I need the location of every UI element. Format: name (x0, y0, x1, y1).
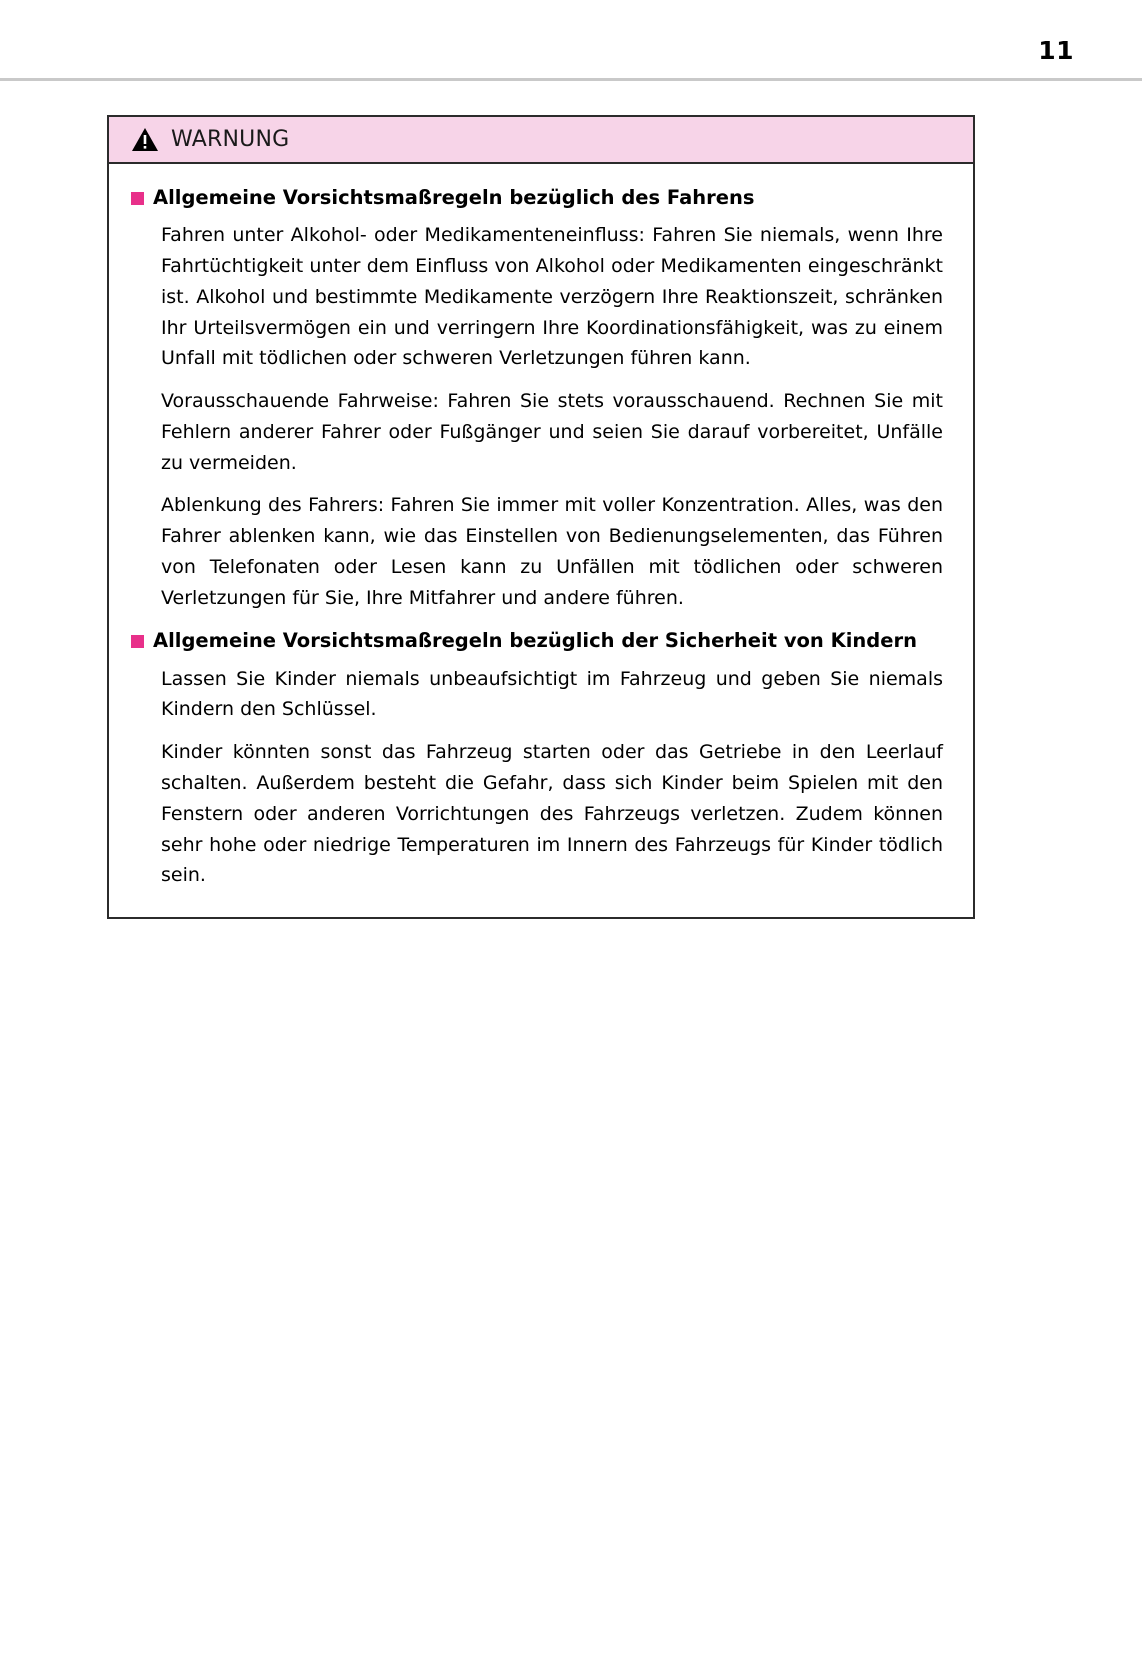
paragraph: Ablenkung des Fahrers: Fahren Sie immer mit voller Konzentration. Alles, was den Fahrer ablenken kann, wie das Einstellen von Bedienungselementen, das Führen von Telefonaten oder Lesen kann zu Unfällen mit tödlichen oder schweren Verletzungen für Sie, Ihre Mitfahrer und andere führen. (161, 494, 943, 609)
header-divider (0, 78, 1142, 81)
warning-title-bar (109, 117, 973, 164)
section-heading-driving (131, 184, 947, 212)
paragraph: Kinder könnten sonst das Fahrzeug starten oder das Getriebe in den Leerlauf schalten. Außerdem besteht die Gefahr, dass sich Kinder beim Spielen mit den Fenstern oder anderen Vorrichtungen des Fahrzeugs verletzen. Zudem können sehr hohe oder niedrige Temperaturen im Innern des Fahrzeugs für Kinder tödlich sein. (161, 741, 943, 887)
warning-callout-box (107, 115, 975, 919)
square-bullet-icon (131, 635, 144, 648)
page-number: 11 (1038, 36, 1074, 65)
warning-triangle-icon (131, 127, 159, 152)
paragraph: Fahren unter Alkohol- oder Medikamenteneinfluss: Fahren Sie niemals, wenn Ihre Fahrtüchtigkeit unter dem Einfluss von Alkohol oder Medikamenten eingeschränkt ist. Alkohol und bestimmte Medikamente verzögern Ihre Reaktionszeit, schränken Ihr Urteilsvermögen ein und verringern Ihre Koordinationsfähigkeit, was zu einem Unfall mit tödlichen oder schweren Verletzungen führen kann. (161, 224, 943, 370)
section-heading-child-safety (131, 627, 947, 655)
warning-body (109, 164, 973, 917)
paragraph: Vorausschauende Fahrweise: Fahren Sie stets vorausschauend. Rechnen Sie mit Fehlern anderer Fahrer oder Fußgänger und seien Sie darauf vorbereitet, Unfälle zu vermeiden. (161, 390, 943, 474)
section-heading-label: Allgemeine Vorsichtsmaßregeln bezüglich der Sicherheit von Kindern (153, 629, 917, 653)
paragraph: Lassen Sie Kinder niemals unbeaufsichtigt im Fahrzeug und geben Sie niemals Kindern den Schlüssel. (161, 667, 943, 721)
warning-title: WARNUNG (171, 127, 290, 152)
square-bullet-icon (131, 192, 144, 205)
section-heading-label: Allgemeine Vorsichtsmaßregeln bezüglich des Fahrens (153, 186, 755, 209)
page-header (0, 0, 1142, 78)
